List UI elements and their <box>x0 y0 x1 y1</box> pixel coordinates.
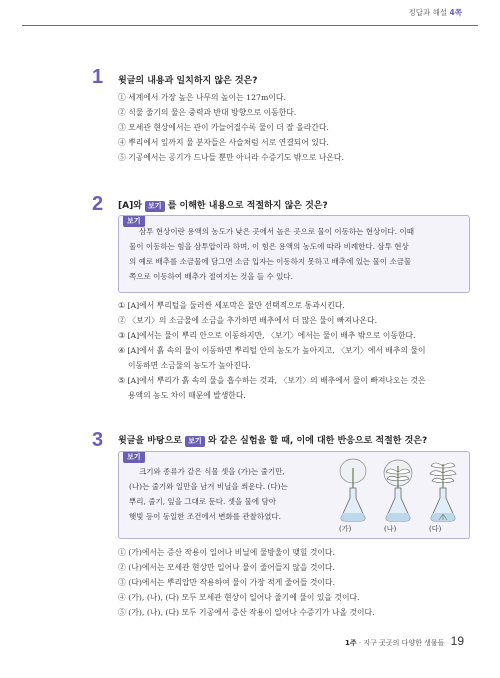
question-3-title-start: 윗글을 바탕으로 <box>118 436 182 446</box>
question-2-options <box>118 298 426 403</box>
bogi-tag: 보기 <box>185 436 205 447</box>
option[interactable]: ④ (가), (나), (다) 모두 모세관 현상이 일어나 줄기에 물이 있을 것이다. <box>118 593 360 602</box>
question-2-title-start: [A]와 <box>118 201 142 211</box>
option[interactable]: ② 〈보기〉의 소금물에 소금을 추가하면 배추에서 더 많은 물이 빠져나온다. <box>118 316 378 325</box>
page-header <box>409 7 462 18</box>
box-line: 삼투 현상이란 용액의 농도가 낮은 곳에서 높은 곳으로 물이 이동하는 현상이다. 이때 <box>139 227 414 236</box>
bogi-box-2 <box>118 215 470 293</box>
question-1-number: 1 <box>92 66 104 88</box>
question-2-number: 2 <box>92 193 104 215</box>
option-continuation: 용액의 농도 차이 때문에 발생한다. <box>128 391 246 400</box>
flask-ga-icon <box>340 459 366 521</box>
footer-week: 1주 <box>345 639 357 647</box>
box-line: 쪽으로 이동하여 배추가 절여지는 것을 들 수 있다. <box>129 272 293 281</box>
option[interactable]: ② 식물 줄기의 물은 중력과 반대 방향으로 이동한다. <box>118 108 297 117</box>
bogi-box-3 <box>118 451 470 539</box>
box-line: 뿌리, 줄기, 잎을 그대로 둔다. 셋을 물에 담아 <box>129 497 277 506</box>
question-2-title-end: 를 이해한 내용으로 적절하지 않은 것은? <box>167 201 328 211</box>
option[interactable]: ① (가)에서는 증산 작용이 일어나 비닐에 물방울이 맺힐 것이다. <box>118 548 335 557</box>
box-line: (나)는 줄기와 일만을 남겨 비닐을 씌운다. (다)는 <box>129 482 288 491</box>
question-3-title <box>118 433 427 447</box>
page-footer <box>345 634 464 648</box>
box-line: 크기와 종류가 같은 식물 셋을 (가)는 줄기만, <box>139 467 285 476</box>
bogi-box-tag: 보기 <box>123 452 145 463</box>
option[interactable]: ① [A]에서 뿌리털을 둘러싼 세포막은 물만 선택적으로 통과시킨다. <box>118 301 345 310</box>
header-rule <box>22 25 478 26</box>
option[interactable]: ① 세계에서 가장 높은 나무의 높이는 127m이다. <box>118 93 286 102</box>
box-line: 물이 이동하는 힘을 삼투압이라 하며, 이 힘은 용액의 농도에 따라 비례한다. 삼투 현상 <box>129 242 409 251</box>
option[interactable]: ③ [A]에서는 물이 뿌리 안으로 이동하지만, 〈보기〉에서는 물이 배추 밖으로 이동한다. <box>118 331 416 340</box>
box-line: 햇빛 등이 동일한 조건에서 변화를 관찰하였다. <box>129 512 281 521</box>
question-3-title-end: 와 같은 실험을 할 때, 이에 대한 반응으로 적절한 것은? <box>207 436 428 446</box>
figure-label-da: (다) <box>429 525 442 533</box>
flask-na-icon <box>384 460 412 521</box>
bogi-box-2-text <box>129 224 414 284</box>
box-line: 의 예로 배추를 소금물에 담그면 소금 입자는 이동하지 못하고 배추에 있는 물이 소금물 <box>129 257 412 266</box>
option[interactable]: ⑤ 기공에서는 공기가 드나들 뿐만 아니라 수증기도 밖으로 나온다. <box>118 153 344 162</box>
header-page-ref: 4쪽 <box>449 8 462 17</box>
question-3-number: 3 <box>92 429 104 451</box>
header-prefix: 정답과 해설 <box>408 8 448 17</box>
option[interactable]: ⑤ [A]에서 뿌리가 흙 속의 물을 흡수하는 것과, 〈보기〉의 배추에서 물이 빠져나오는 것은 <box>118 376 426 385</box>
option[interactable]: ④ [A]에서 흙 속의 물이 이동하면 뿌리털 안의 농도가 높아지고, 〈보기〉에서 배추의 물이 <box>118 346 426 355</box>
figure-label-na: (나) <box>384 525 397 533</box>
experiment-figure <box>331 458 465 528</box>
option-continuation: 이동하면 소금물의 농도가 높아진다. <box>128 361 251 370</box>
page-number: 19 <box>450 634 464 648</box>
option[interactable]: ④ 뿌리에서 잎까지 물 분자들은 사슬처럼 서로 연결되어 있다. <box>118 138 329 147</box>
question-1-options <box>118 90 344 165</box>
bogi-tag: 보기 <box>145 201 165 212</box>
figure-label-ga: (가) <box>339 525 352 533</box>
question-1-title: 윗글의 내용과 일치하지 않은 것은? <box>118 76 258 86</box>
question-2-title <box>118 198 328 212</box>
flask-da-icon <box>430 463 456 521</box>
option[interactable]: ③ 모세관 현상에서는 관이 가늘어질수록 물이 더 잘 올라간다. <box>118 123 329 132</box>
bogi-box-3-text <box>129 464 288 524</box>
bogi-box-tag: 보기 <box>123 216 145 227</box>
option[interactable]: ② (나)에서는 모세관 현상만 일어나 물이 줄어들지 않을 것이다. <box>118 563 335 572</box>
option[interactable]: ③ (다)에서는 뿌리압만 작용하여 물이 가장 적게 줄어들 것이다. <box>118 578 335 587</box>
option[interactable]: ⑤ (가), (나), (다) 모두 기공에서 증산 작용이 일어나 수증기가 나올 것이다. <box>118 608 375 617</box>
footer-title: · 지구 곳곳의 다양한 생물들 <box>358 639 445 647</box>
question-3-options <box>118 545 375 620</box>
